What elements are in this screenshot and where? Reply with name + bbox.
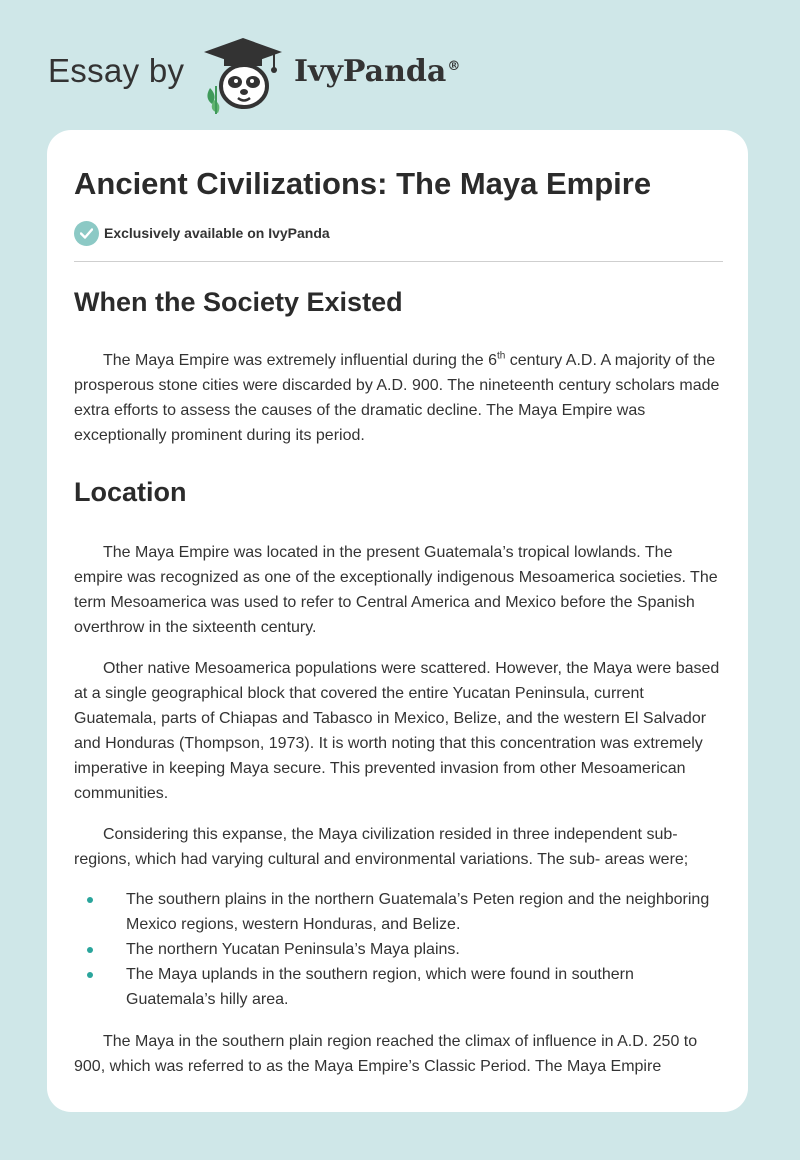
list-item: The Maya uplands in the southern region, which were found in southern Guatemala’s hilly area.	[74, 962, 723, 1012]
check-icon	[74, 221, 99, 246]
page-title: Ancient Civilizations: The Maya Empire	[74, 166, 652, 201]
section-heading: When the Society Existed	[74, 287, 403, 317]
divider	[74, 261, 723, 262]
bullet-list	[74, 887, 723, 1012]
list-item: The northern Yucatan Peninsula’s Maya plains.	[74, 937, 723, 962]
essay-card	[47, 130, 748, 1112]
bullet-icon	[87, 947, 93, 953]
site-header	[48, 34, 748, 114]
paragraph: The Maya Empire was located in the present Guatemala’s tropical lowlands. The empire was recognized as one of the exceptionally indigenous Mesoamerica societies. The term Mesoamerica was used to refer to Central America and Mexico before the Spanish overthrow in the sixteenth century.	[74, 544, 718, 636]
exclusive-label: Exclusively available on IvyPanda	[104, 225, 330, 241]
brand-name[interactable]: IvyPanda®	[294, 54, 461, 89]
section-heading: Location	[74, 477, 187, 507]
paragraph: The Maya in the southern plain region reached the climax of influence in A.D. 250 to 900, which was referred to as the Maya Empire’s Classic Period. The Maya Empire	[74, 1033, 698, 1075]
bullet-icon	[87, 972, 93, 978]
paragraph: The Maya Empire was extremely influential during the 6th century A.D. A majority of the prosperous stone cities were discarded by A.D. 900. The nineteenth century scholars made extra efforts to assess the causes of the dramatic decline. The Maya Empire was exceptionally prominent during its period.	[74, 350, 720, 444]
paragraph: Considering this expanse, the Maya civilization resided in three independent sub-regions, which had varying cultural and environmental variations. The sub- areas were;	[74, 826, 689, 868]
paragraph: Other native Mesoamerica populations were scattered. However, the Maya were based at a single geographical block that covered the entire Yucatan Peninsula, current Guatemala, parts of Chiapas and Tabasco in Mexico, Belize, and the western El Salvador and Honduras (Thompson, 1973). It is worth noting that this concentration was extremely imperative in keeping Maya secure. This prevented invasion from other Mesoamerican communities.	[74, 660, 720, 802]
ivypanda-logo-icon[interactable]	[200, 34, 286, 119]
bullet-icon	[87, 897, 93, 903]
exclusive-badge	[74, 220, 330, 246]
essay-by-label: Essay by	[48, 52, 185, 89]
registered-mark: ®	[447, 59, 461, 74]
essay-body	[74, 280, 723, 1079]
list-item: The southern plains in the northern Guatemala’s Peten region and the neighboring Mexico regions, western Honduras, and Belize.	[74, 887, 723, 937]
